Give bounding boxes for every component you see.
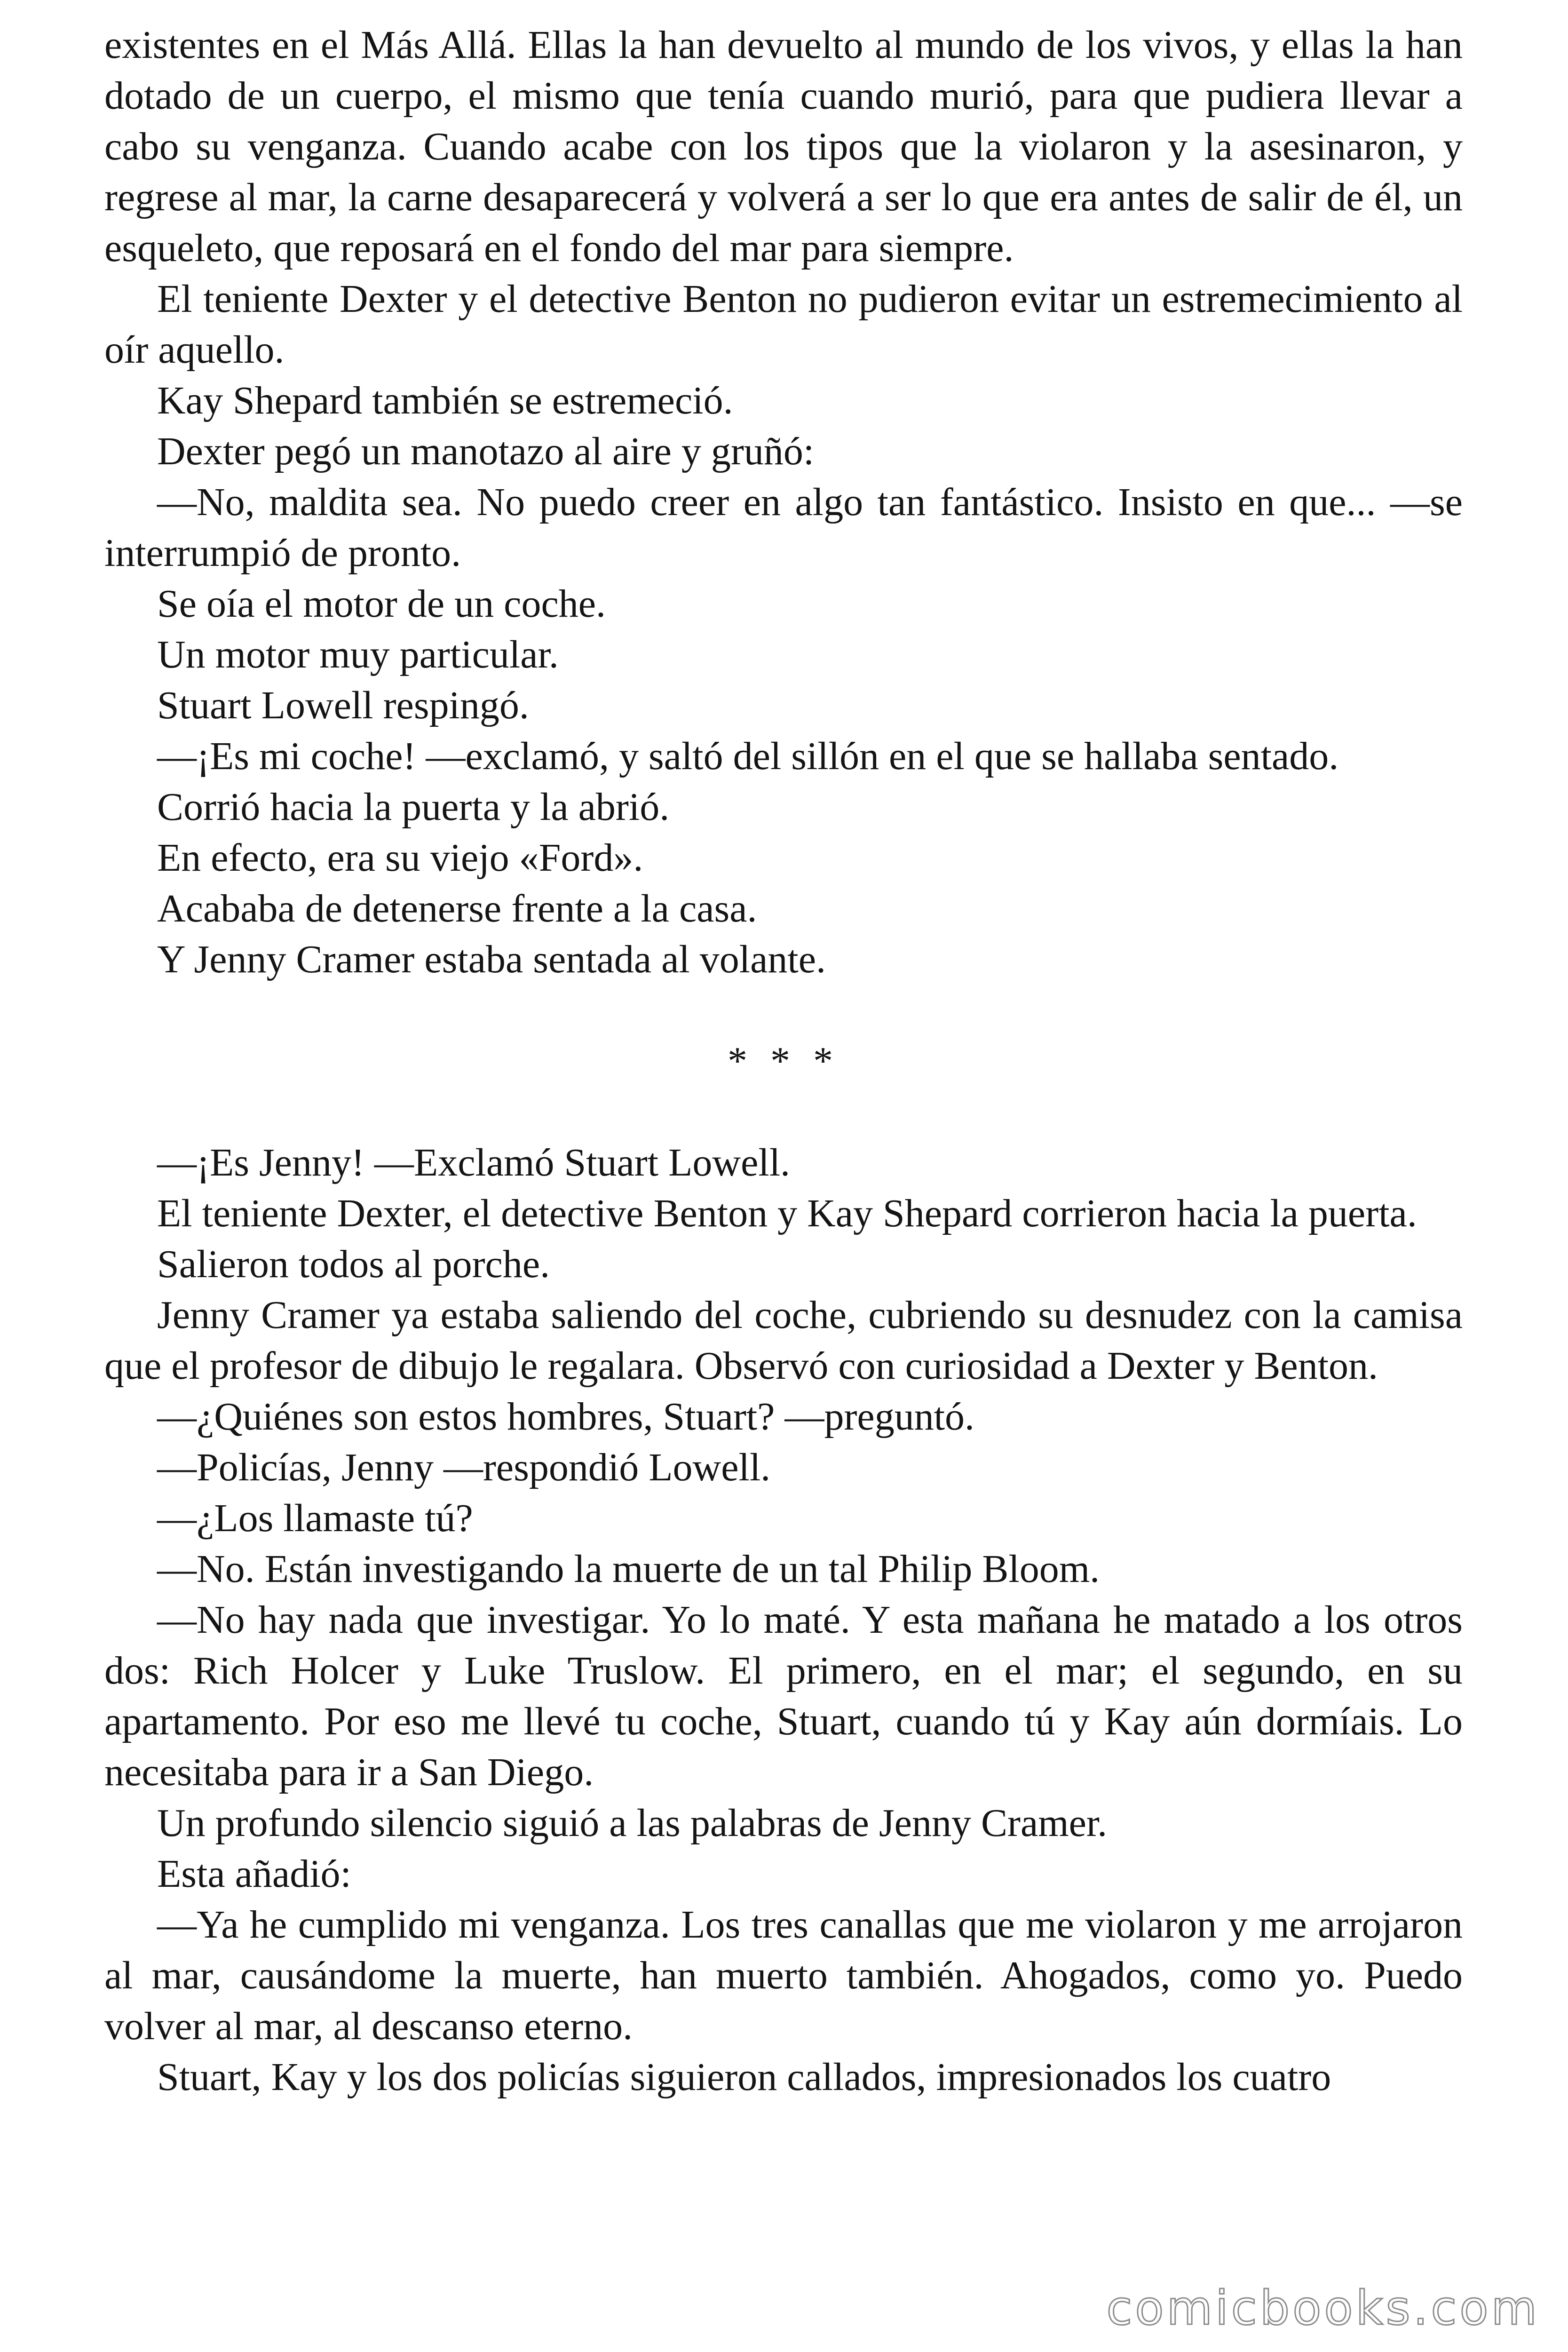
paragraph: Dexter pegó un manotazo al aire y gruñó: — [157, 429, 815, 473]
paragraph: El teniente Dexter y el detective Benton no pudieron evitar un estremecimiento al oír aquello. — [104, 277, 1463, 372]
paragraph: En efecto, era su viejo «Ford». — [157, 836, 643, 880]
paragraph: —¿Los llamaste tú? — [157, 1496, 473, 1540]
book-page — [104, 20, 1463, 2103]
paragraph: —Ya he cumplido mi venganza. Los tres canallas que me violaron y me arrojaron al mar, causándome la muerte, han muerto también. Ahogados, como yo. Puedo volver al mar, al descanso eterno. — [104, 1903, 1463, 2048]
paragraph: —¡Es Jenny! —Exclamó Stuart Lowell. — [157, 1141, 791, 1184]
paragraph: Jenny Cramer ya estaba saliendo del coche, cubriendo su desnudez con la camisa que el profesor de dibujo le regalara. Observó con curiosidad a Dexter y Benton. — [104, 1293, 1463, 1388]
paragraph: —¿Quiénes son estos hombres, Stuart? —preguntó. — [157, 1395, 975, 1438]
paragraph: Stuart Lowell respingó. — [157, 683, 529, 727]
paragraph: —No, maldita sea. No puedo creer en algo tan fantástico. Insisto en que... —se interrumpió de pronto. — [104, 480, 1463, 575]
paragraph: Stuart, Kay y los dos policías siguieron callados, impresionados los cuatro — [157, 2055, 1331, 2099]
section-separator: * * * — [728, 1039, 839, 1083]
paragraph: Se oía el motor de un coche. — [157, 582, 606, 626]
paragraph: existentes en el Más Allá. Ellas la han devuelto al mundo de los vivos, y ellas la han dotado de un cuerpo, el mismo que tenía cuando murió, para que pudiera llevar a cabo su venganza. Cuando acabe con los tipos que la violaron y la asesinaron, y regrese al mar, la carne desaparecerá y volverá a ser lo que era antes de salir de él, un esqueleto, que reposará en el fondo del mar para siempre. — [104, 23, 1463, 270]
paragraph: —No. Están investigando la muerte de un tal Philip Bloom. — [157, 1547, 1100, 1591]
paragraph: —Policías, Jenny —respondió Lowell. — [157, 1446, 771, 1489]
paragraph: Y Jenny Cramer estaba sentada al volante. — [157, 938, 826, 981]
paragraph: Acababa de detenerse frente a la casa. — [157, 887, 757, 930]
watermark: comicbooks.com — [1106, 2280, 1540, 2336]
paragraph: El teniente Dexter, el detective Benton y Kay Shepard corrieron hacia la puerta. — [157, 1192, 1417, 1235]
paragraph: Corrió hacia la puerta y la abrió. — [157, 785, 670, 829]
paragraph: —No hay nada que investigar. Yo lo maté. Y esta mañana he matado a los otros dos: Rich Holcer y Luke Truslow. El primero, en el mar; el segundo, en su apartamento. Por eso me llevé tu coche, Stuart, cuando tú y Kay aún dormíais. Lo necesitaba para ir a San Diego. — [104, 1598, 1463, 1794]
paragraph: Salieron todos al porche. — [157, 1242, 550, 1286]
paragraph: Un profundo silencio siguió a las palabras de Jenny Cramer. — [157, 1801, 1108, 1845]
paragraph: Esta añadió: — [157, 1852, 351, 1896]
paragraph: Un motor muy particular. — [157, 633, 559, 676]
paragraph: —¡Es mi coche! —exclamó, y saltó del sillón en el que se hallaba sentado. — [157, 734, 1339, 778]
paragraph: Kay Shepard también se estremeció. — [157, 379, 733, 422]
